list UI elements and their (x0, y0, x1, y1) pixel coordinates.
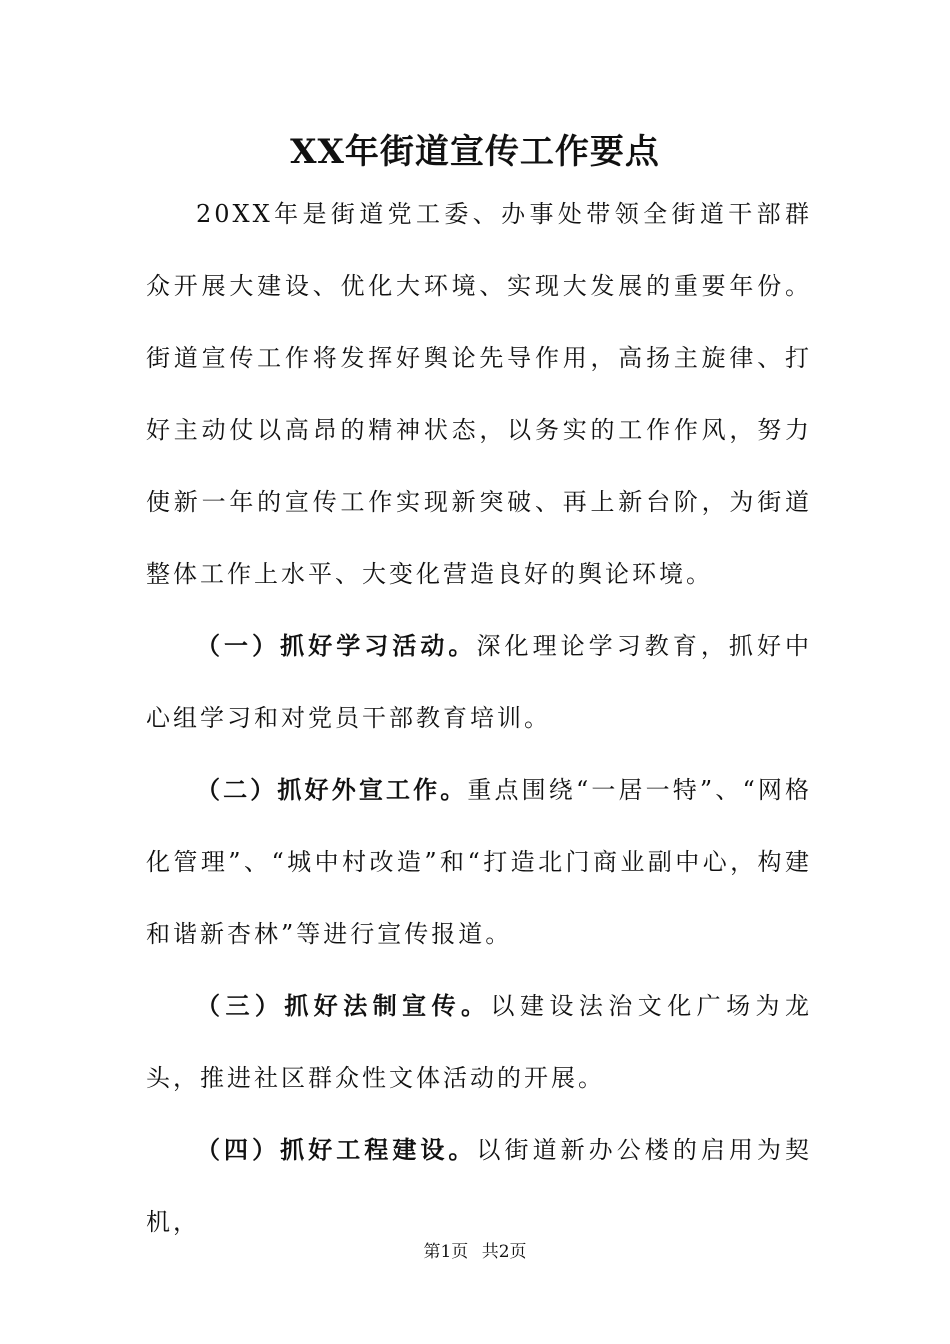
intro-paragraph: 20XX年是街道党工委、办事处带领全街道干部群众开展大建设、优化大环境、实现大发展的重要年份。街道宣传工作将发挥好舆论先导作用，高扬主旋律、打好主动仗以高昂的精神状态，以务实的工作作风，努力使新一年的宣传工作实现新突破、再上新台阶，为街道整体工作上水平、大变化营造良好的舆论环境。 (146, 200, 812, 588)
section-text: 以街道新办公楼的启用为契机， (146, 1136, 813, 1236)
section-heading: （四）抓好工程建设。 (196, 1136, 477, 1164)
section-text: 以建设法治文化广场为龙头，推进社区群众性文体活动的开展。 (146, 992, 812, 1092)
page-number: 第1页 (423, 1242, 469, 1262)
section-heading: （三）抓好法制宣传。 (196, 992, 491, 1020)
page-footer (0, 1240, 950, 1264)
document-title: XX年街道宣传工作要点 (290, 132, 660, 172)
page-total: 共2页 (481, 1242, 527, 1262)
section-paragraph-3 (146, 970, 812, 1114)
section-paragraph-4 (146, 1114, 812, 1258)
section-text: 重点围绕“一居一特”、“网格化管理”、“城中村改造”和“打造北门商业副中心，构建和谐新杏林”等进行宣传报道。 (146, 776, 813, 948)
section-text: 深化理论学习教育，抓好中心组学习和对党员干部教育培训。 (146, 632, 813, 732)
section-heading: （二）抓好外宣工作。 (196, 776, 468, 804)
section-heading: （一）抓好学习活动。 (196, 632, 477, 660)
document-body (146, 178, 812, 1258)
section-paragraph-1 (146, 610, 812, 754)
section-paragraph-2 (146, 754, 812, 970)
